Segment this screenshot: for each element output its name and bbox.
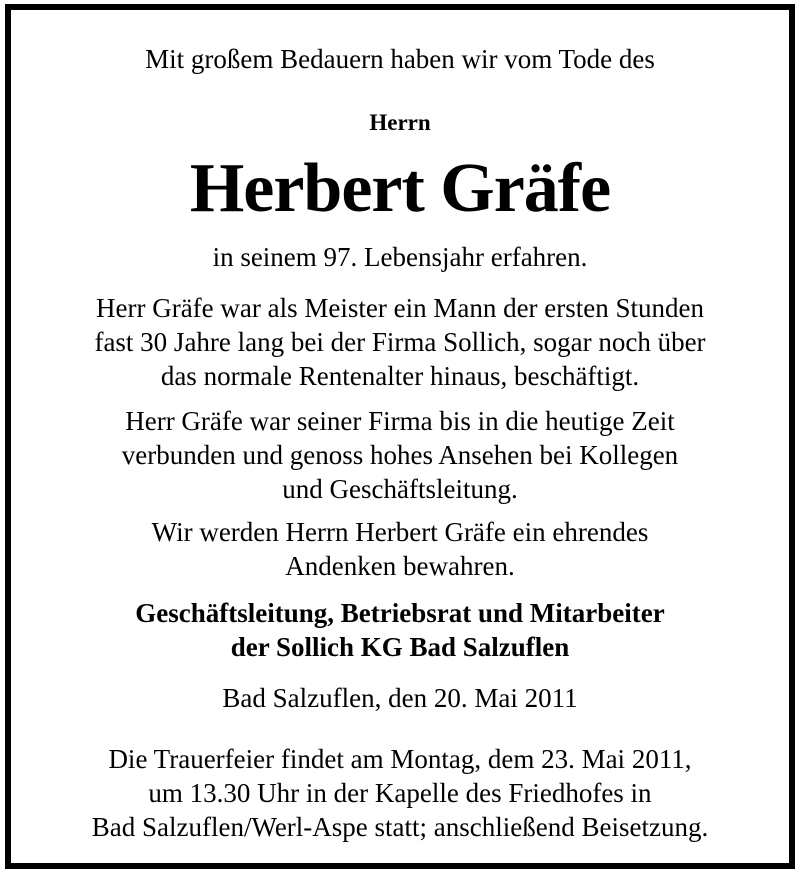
funeral-info <box>11 742 789 844</box>
paragraph-line: Herr Gräfe war als Meister ein Mann der ersten Stunden <box>95 293 705 323</box>
paragraph-line: Wir werden Herrn Herbert Gräfe ein ehrendes <box>151 517 649 547</box>
paragraph-line: und Geschäftsleitung. <box>282 474 518 504</box>
intro-line: Mit großem Bedauern haben wir vom Tode des <box>145 44 655 74</box>
paragraph-line: das normale Rentenalter hinaus, beschäftigt. <box>160 361 640 391</box>
funeral-line: Bad Salzuflen/Werl-Aspe statt; anschließend Beisetzung. <box>91 812 709 842</box>
remembrance-paragraph <box>11 515 789 583</box>
funeral-line: um 13.30 Uhr in der Kapelle des Friedhofes in <box>148 778 652 808</box>
notice-border <box>5 4 795 869</box>
obituary-notice <box>11 10 789 863</box>
paragraph-line: Andenken bewahren. <box>285 551 515 581</box>
paragraph-line: fast 30 Jahre lang bei der Firma Sollich, sogar noch über <box>94 327 706 357</box>
salutation: Herrn <box>369 110 431 135</box>
dateline: Bad Salzuflen, den 20. Mai 2011 <box>222 683 578 713</box>
loyalty-paragraph <box>11 404 789 506</box>
paragraph-line: verbunden und genoss hohes Ansehen bei Kollegen <box>121 440 679 470</box>
signoff-line: der Sollich KG Bad Salzuflen <box>230 632 570 662</box>
age-line: in seinem 97. Lebensjahr erfahren. <box>212 242 588 272</box>
paragraph-line: Herr Gräfe war seiner Firma bis in die heutige Zeit <box>125 406 675 436</box>
signoff <box>11 596 789 664</box>
funeral-line: Die Trauerfeier findet am Montag, dem 23. Mai 2011, <box>108 744 692 774</box>
signoff-line: Geschäftsleitung, Betriebsrat und Mitarbeiter <box>135 598 665 628</box>
career-paragraph <box>11 291 789 393</box>
deceased-name: Herbert Gräfe <box>189 150 611 227</box>
